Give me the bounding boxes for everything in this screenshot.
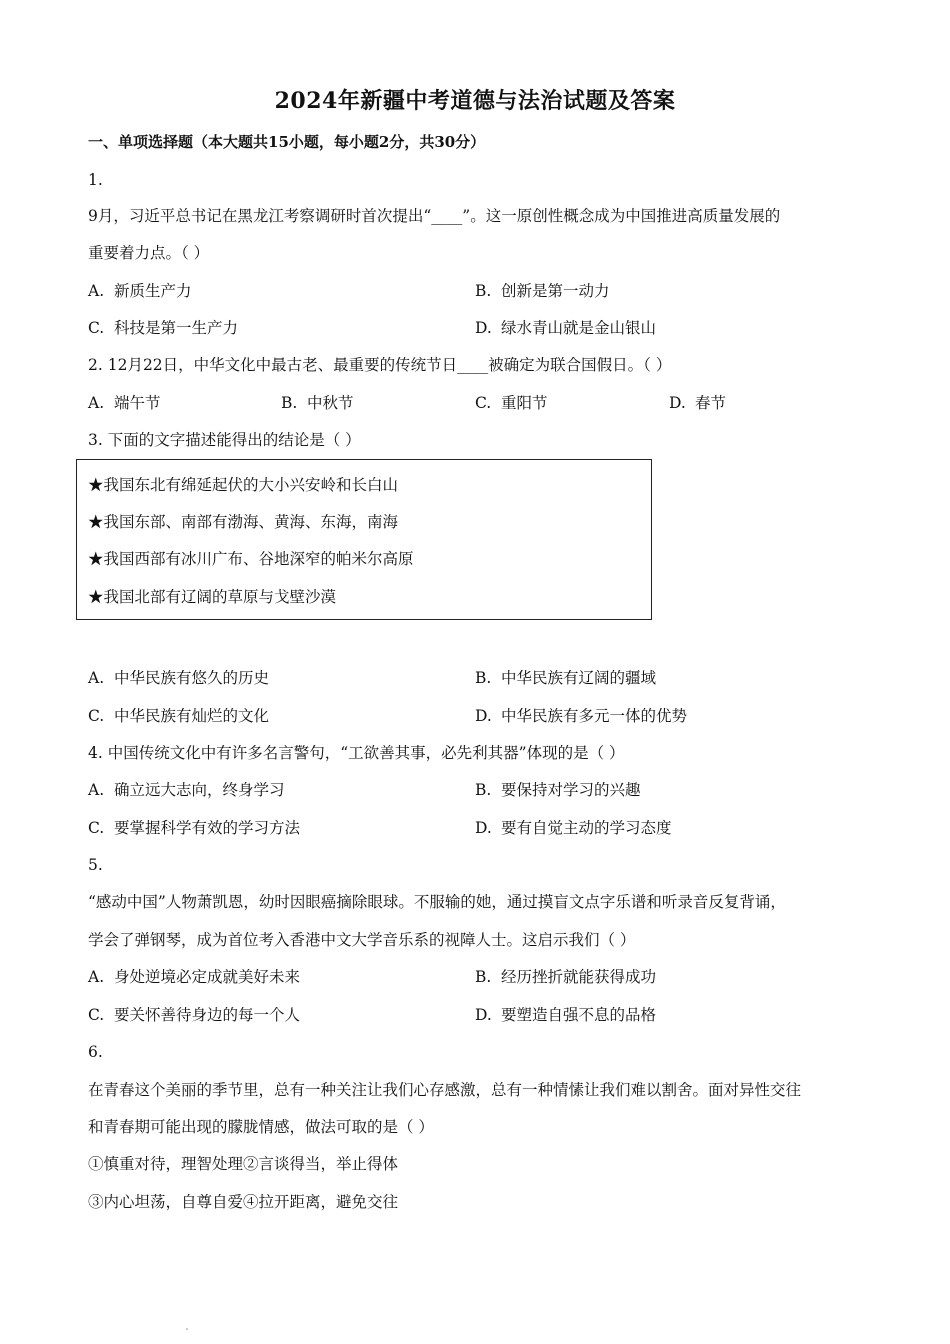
page-mark: [186, 1328, 188, 1330]
option-text: 端午节: [114, 394, 161, 412]
option-letter: D.: [475, 319, 492, 337]
option-letter: B.: [475, 282, 492, 300]
option-letter: B.: [475, 781, 492, 799]
option-text: 要掌握科学有效的学习方法: [114, 819, 301, 837]
option-text: 中华民族有多元一体的优势: [501, 707, 688, 725]
option-c: [88, 318, 238, 338]
option-text: 科技是第一生产力: [114, 319, 239, 337]
question-text: “感动中国”人物萧凯恩，幼时因眼癌摘除眼球。不服输的她，通过摸盲文点字乐谱和听录音反复背诵，: [88, 893, 786, 911]
option-letter: C.: [88, 1006, 105, 1024]
option-d: [669, 393, 726, 413]
option-b: [475, 780, 641, 800]
option-text: 绿水青山就是金山银山: [501, 319, 657, 337]
option-c: [475, 393, 548, 413]
option-c: [88, 818, 300, 838]
option-letter: A.: [88, 968, 105, 986]
option-text: 创新是第一动力: [501, 282, 610, 300]
material-item: ★我国东北有绵延起伏的大小兴安岭和长白山: [88, 476, 399, 494]
option-text: 新质生产力: [114, 282, 192, 300]
option-letter: A.: [88, 282, 105, 300]
material-item: ★我国东部、南部有渤海、黄海、东海，南海: [88, 513, 399, 531]
option-d: [475, 318, 656, 338]
question-number: 5.: [88, 856, 103, 874]
option-letter: D.: [475, 819, 492, 837]
question-text: 学会了弹钢琴，成为首位考入香港中文大学音乐系的视障人士。这启示我们（ ）: [88, 931, 636, 949]
option-letter: B.: [281, 394, 298, 412]
question-number: 6.: [88, 1043, 103, 1061]
option-a: [88, 281, 192, 301]
option-b: [281, 393, 354, 413]
statement-items: ③内心坦荡，自尊自爱④拉开距离，避免交往: [88, 1193, 399, 1211]
option-text: 中秋节: [307, 394, 354, 412]
question-text: 在青春这个美丽的季节里，总有一种关注让我们心存感激，总有一种情愫让我们难以割舍。面对异性交往: [88, 1081, 802, 1099]
question-text: 3. 下面的文字描述能得出的结论是（ ）: [88, 431, 361, 449]
option-text: 中华民族有灿烂的文化: [114, 707, 270, 725]
question-text: 和青春期可能出现的朦胧情感，做法可取的是（ ）: [88, 1118, 434, 1136]
material-item: ★我国北部有辽阔的草原与戈壁沙漠: [88, 588, 337, 606]
option-letter: C.: [88, 319, 105, 337]
option-letter: D.: [475, 1006, 492, 1024]
option-c: [88, 706, 269, 726]
option-text: 中华民族有悠久的历史: [114, 669, 270, 687]
option-letter: C.: [88, 819, 105, 837]
question-text: 2. 12月22日，中华文化中最古老、最重要的传统节日____被确定为联合国假日。（ ）: [88, 356, 672, 374]
option-text: 中华民族有辽阔的疆域: [501, 669, 657, 687]
option-a: [88, 780, 285, 800]
option-text: 身处逆境必定成就美好未来: [114, 968, 301, 986]
option-text: 要塑造自强不息的品格: [501, 1006, 657, 1024]
option-b: [475, 281, 610, 301]
option-letter: D.: [669, 394, 686, 412]
option-text: 要有自觉主动的学习态度: [501, 819, 672, 837]
option-text: 确立远大志向，终身学习: [114, 781, 285, 799]
option-letter: D.: [475, 707, 492, 725]
question-number: 1.: [88, 171, 103, 189]
option-d: [475, 706, 687, 726]
option-letter: A.: [88, 394, 105, 412]
option-text: 要关怀善待身边的每一个人: [114, 1006, 301, 1024]
option-letter: C.: [88, 707, 105, 725]
option-letter: B.: [475, 968, 492, 986]
option-a: [88, 668, 269, 688]
option-letter: C.: [475, 394, 492, 412]
option-text: 要保持对学习的兴趣: [501, 781, 641, 799]
option-text: 春节: [695, 394, 727, 412]
page-title: 2024年新疆中考道德与法治试题及答案: [274, 88, 676, 114]
option-text: 经历挫折就能获得成功: [501, 968, 657, 986]
option-letter: B.: [475, 669, 492, 687]
option-a: [88, 393, 161, 413]
option-d: [475, 1005, 656, 1025]
section-heading: 一、单项选择题（本大题共15小题，每小题2分，共30分）: [88, 133, 486, 151]
question-text: 9月，习近平总书记在黑龙江考察调研时首次提出“____”。这一原创性概念成为中国推进高质量发展的: [88, 207, 781, 225]
option-b: [475, 668, 656, 688]
option-b: [475, 967, 656, 987]
option-text: 重阳节: [501, 394, 548, 412]
material-item: ★我国西部有冰川广布、谷地深窄的帕米尔高原: [88, 550, 414, 568]
option-c: [88, 1005, 300, 1025]
question-text: 重要着力点。（ ）: [88, 244, 210, 262]
option-letter: A.: [88, 781, 105, 799]
option-a: [88, 967, 300, 987]
option-d: [475, 818, 672, 838]
option-letter: A.: [88, 669, 105, 687]
question-text: 4. 中国传统文化中有许多名言警句，“工欲善其事，必先利其器”体现的是（ ）: [88, 744, 625, 762]
statement-items: ①慎重对待，理智处理②言谈得当，举止得体: [88, 1155, 399, 1173]
